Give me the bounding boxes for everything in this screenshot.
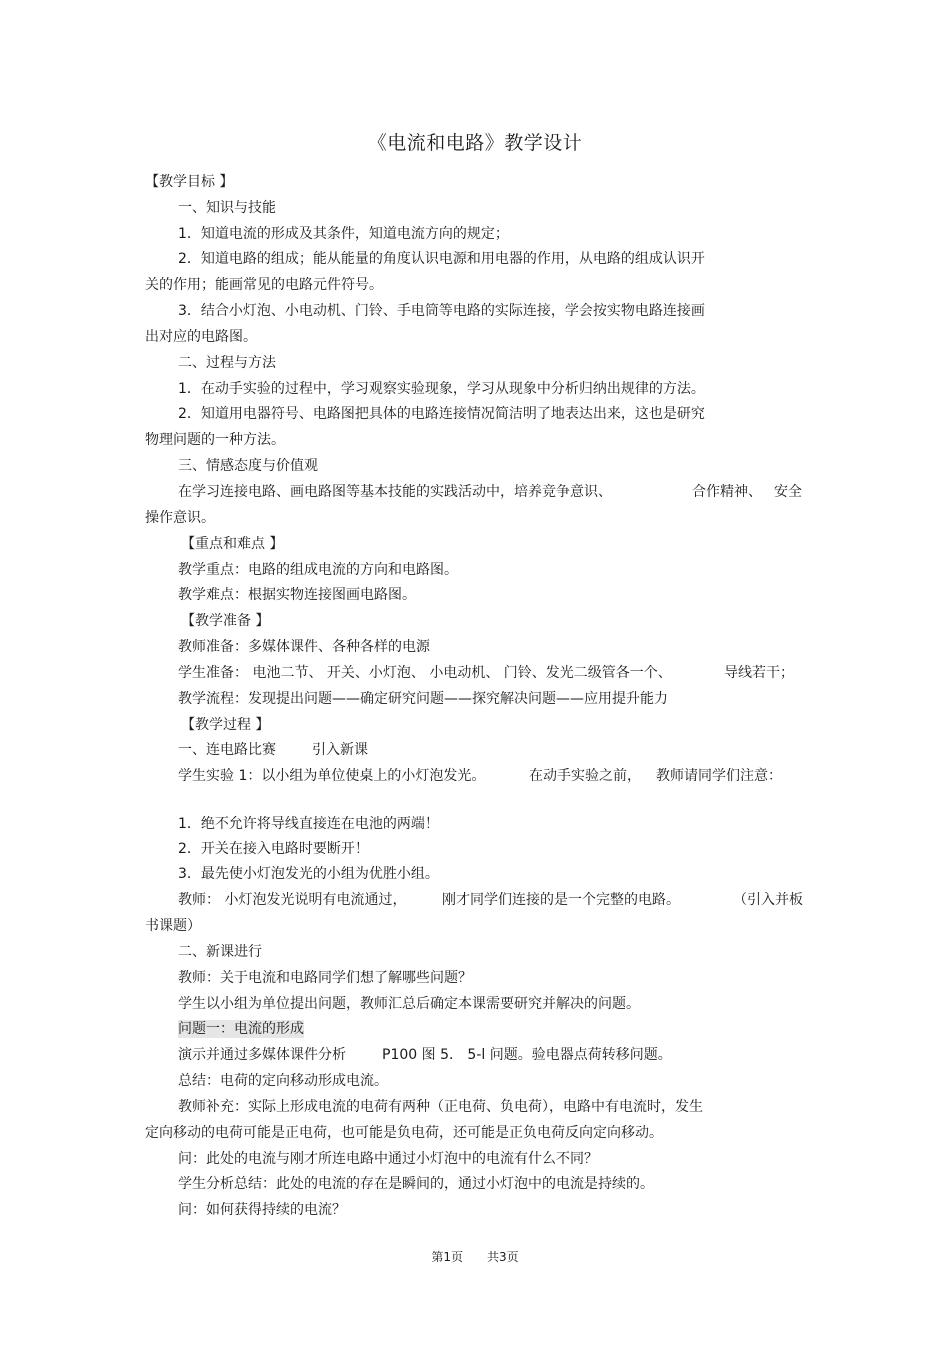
paragraph-line: 操作意识。 <box>145 510 215 526</box>
paragraph-line: 教师：关于电流和电路同学们想了解哪些问题？ <box>178 970 472 986</box>
paragraph-line: 学生分析总结：此处的电流的存在是瞬间的，通过小灯泡中的电流是持续的。 <box>178 1176 654 1192</box>
paragraph-line: 问：此处的电流与刚才所连电路中通过小灯泡中的电流有什么不同？ <box>178 1151 598 1167</box>
paragraph-line: 演示并通过多媒体课件分析 <box>178 1047 346 1063</box>
paragraph-line: 教师： 小灯泡发光说明有电流通过， <box>178 892 407 908</box>
paragraph-line: 1．在动手实验的过程中，学习观察实验现象，学习从现象中分析归纳出规律的方法。 <box>178 381 705 397</box>
paragraph-line: 教师请同学们注意： <box>656 768 782 784</box>
paragraph-line: 2．知道用电器符号、电路图把具体的电路连接情况简洁明了地表达出来，这也是研究 <box>178 406 705 422</box>
paragraph-line: 总结：电荷的定向移动形成电流。 <box>178 1073 388 1089</box>
paragraph-line: P100 图 5． 5-l 问题。验电器点荷转移问题。 <box>382 1047 672 1063</box>
section-heading: 【教学目标 】 <box>145 174 234 190</box>
paragraph-line: 物理问题的一种方法。 <box>145 432 285 448</box>
document-title: 《电流和电路》教学设计 <box>367 132 583 154</box>
paragraph-line: 问：如何获得持续的电流？ <box>178 1202 346 1218</box>
section-heading: 【教学准备 】 <box>181 613 270 629</box>
paragraph-line: 出对应的电路图。 <box>145 329 257 345</box>
list-item: 1．绝不允许将导线直接连在电池的两端！ <box>178 816 439 832</box>
section-heading: 【教学过程 】 <box>181 717 270 733</box>
paragraph-line: 1．知道电流的形成及其条件，知道电流方向的规定； <box>178 226 509 242</box>
subsection-heading: 引入新课 <box>312 742 368 758</box>
paragraph-line: 在学习连接电路、画电路图等基本技能的实践活动中，培养竞争意识、 <box>178 484 612 500</box>
paragraph-line: 教师补充：实际上形成电流的电荷有两种（正电荷、负电荷），电路中有电流时，发生 <box>178 1099 703 1115</box>
paragraph-line: 教学流程：发现提出问题——确定研究问题——探究解决问题——应用提升能力 <box>178 691 668 707</box>
section-heading: 【重点和难点 】 <box>181 536 284 552</box>
highlighted-question-heading: 问题一：电流的形成 <box>178 1021 304 1037</box>
subsection-heading: 一、连电路比赛 <box>178 742 276 758</box>
list-item: 2．开关在接入电路时要断开！ <box>178 841 369 857</box>
paragraph-line: 3．结合小灯泡、小电动机、门铃、手电筒等电路的实际连接，学会按实物电路连接画 <box>178 303 705 319</box>
paragraph-line: 书课题） <box>145 918 201 934</box>
paragraph-line: 定向移动的电荷可能是正电荷，也可能是负电荷，还可能是正负电荷反向定向移动。 <box>145 1125 663 1141</box>
list-item: 3．最先使小灯泡发光的小组为优胜小组。 <box>178 866 439 882</box>
paragraph-line: 教师准备：多媒体课件、各种各样的电源 <box>178 639 430 655</box>
paragraph-line: 教学难点：根据实物连接图画电路图。 <box>178 587 416 603</box>
paragraph-line: 安全 <box>774 484 802 500</box>
paragraph-line: 学生实验 1：以小组为单位使桌上的小灯泡发光。 <box>178 768 486 784</box>
subsection-heading: 三、情感态度与价值观 <box>178 458 318 474</box>
paragraph-line: 教学重点：电路的组成电流的方向和电路图。 <box>178 562 458 578</box>
paragraph-line: 关的作用；能画常见的电路元件符号。 <box>145 277 383 293</box>
paragraph-line: 在动手实验之前， <box>529 768 641 784</box>
paragraph-line: 导线若干； <box>724 665 794 681</box>
paragraph-line: 刚才同学们连接的是一个完整的电路。 <box>442 892 680 908</box>
subsection-heading: 二、过程与方法 <box>178 355 276 371</box>
paragraph-line: 合作精神、 <box>692 484 762 500</box>
subsection-heading: 二、新课进行 <box>178 944 262 960</box>
paragraph-line: （引入并板 <box>733 892 803 908</box>
paragraph-line: 学生以小组为单位提出问题，教师汇总后确定本课需要研究并解决的问题。 <box>178 996 640 1012</box>
paragraph-line: 学生准备： 电池二节、 开关、小灯泡、 小电动机、 门铃、发光二级管各一个、 <box>178 665 672 681</box>
subsection-heading: 一、知识与技能 <box>178 200 276 216</box>
paragraph-line: 2．知道电路的组成；能从能量的角度认识电源和用电器的作用，从电路的组成认识开 <box>178 251 705 267</box>
page-number-footer: 第1页 共3页 <box>431 1250 519 1264</box>
